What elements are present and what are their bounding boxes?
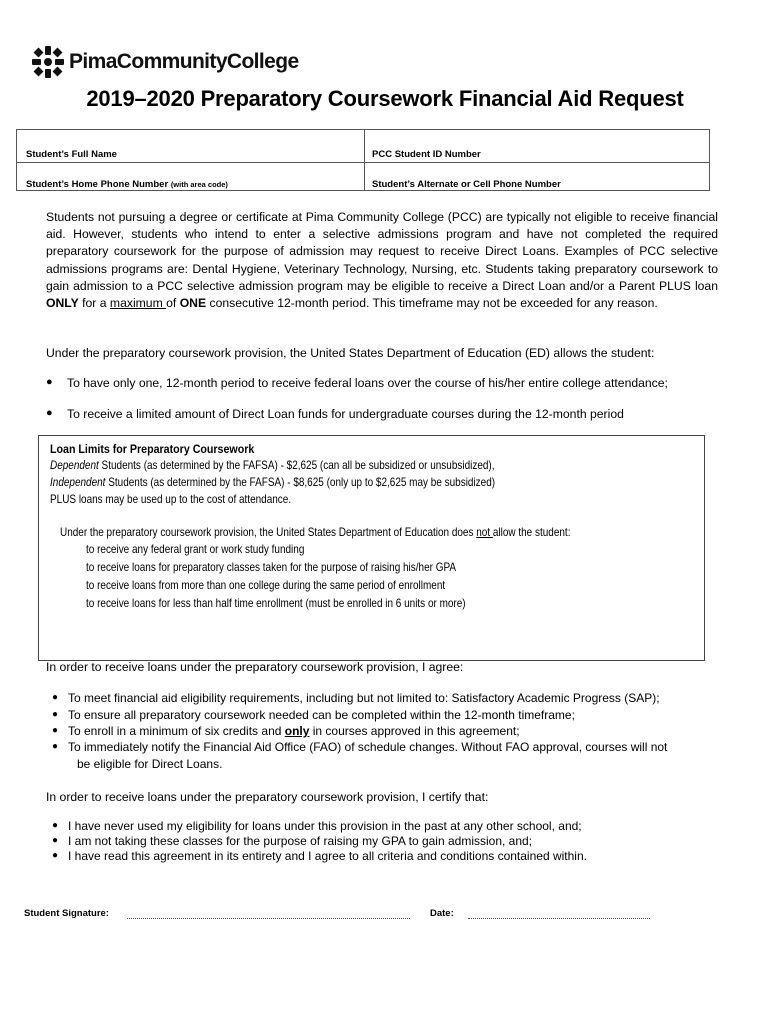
not-allow-intro: Under the preparatory coursework provision, the United States Department of Education does not allow the student: xyxy=(60,526,571,539)
table-divider xyxy=(364,130,365,190)
intro-paragraph: Students not pursuing a degree or certificate at Pima Community College (PCC) are typically not eligible to receive financial aid. However, students who intend to enter a selective admissions program and have not completed the required preparatory coursework for the purpose of admission may request to receive Direct Loans. Examples of PCC selective admissions programs are: Dental Hygiene, Veterinary Technology, Nursing, etc. Students taking preparatory coursework to gain admission to a PCC selective admission program may be eligible to receive a Direct Loan and/or a Parent PLUS loan ONLY for a maximum of ONE consecutive 12-month period. This timeframe may not be exceeded for any reason. xyxy=(46,210,718,311)
dependent-limit: Dependent Students (as determined by the FAFSA) - $2,625 (can all be subsidized or unsubsidized), xyxy=(50,459,495,472)
loan-limits-box xyxy=(38,435,705,661)
home-phone-label: Student’s Home Phone Number xyxy=(26,179,169,190)
agree-intro: In order to receive loans under the preparatory coursework provision, I agree: xyxy=(46,660,464,674)
list-item: to receive loans for less than half time enrollment (must be enrolled in 6 units or more) xyxy=(86,597,466,610)
plus-limit: PLUS loans may be used up to the cost of attendance. xyxy=(50,493,292,506)
student-id-field[interactable]: PCC Student ID Number xyxy=(372,149,481,160)
full-name-field[interactable]: Student’s Full Name xyxy=(26,149,117,160)
list-item: to receive any federal grant or work study funding xyxy=(86,543,305,556)
home-phone-field[interactable] xyxy=(26,179,228,190)
college-name: PimaCommunityCollege xyxy=(69,50,299,73)
alt-phone-field[interactable]: Student’s Alternate or Cell Phone Number xyxy=(372,179,561,190)
pcc-logo-mark-icon xyxy=(30,44,66,80)
signature-label: Student Signature: xyxy=(24,908,109,919)
signature-field[interactable] xyxy=(127,918,410,919)
table-divider xyxy=(17,162,709,163)
date-label: Date: xyxy=(430,908,454,919)
home-phone-note: (with area code) xyxy=(170,180,228,189)
pcc-logo xyxy=(30,44,299,80)
student-info-table xyxy=(16,129,710,191)
date-field[interactable] xyxy=(468,918,650,919)
list-item-continuation: be eligible for Direct Loans. xyxy=(77,757,223,771)
certify-intro: In order to receive loans under the preparatory coursework provision, I certify that: xyxy=(46,790,489,804)
allows-intro: Under the preparatory coursework provision, the United States Department of Education (ED) allows the student: xyxy=(46,346,655,360)
independent-limit: Independent Students (as determined by the FAFSA) - $8,625 (only up to $2,625 may be subsidized) xyxy=(50,476,496,489)
list-item: to receive loans for preparatory classes taken for the purpose of raising his/her GPA xyxy=(86,561,457,574)
list-item: to receive loans from more than one college during the same period of enrollment xyxy=(86,579,446,592)
loan-limits-heading: Loan Limits for Preparatory Coursework xyxy=(50,442,255,456)
page-title: 2019–2020 Preparatory Coursework Financial Aid Request xyxy=(86,86,684,111)
